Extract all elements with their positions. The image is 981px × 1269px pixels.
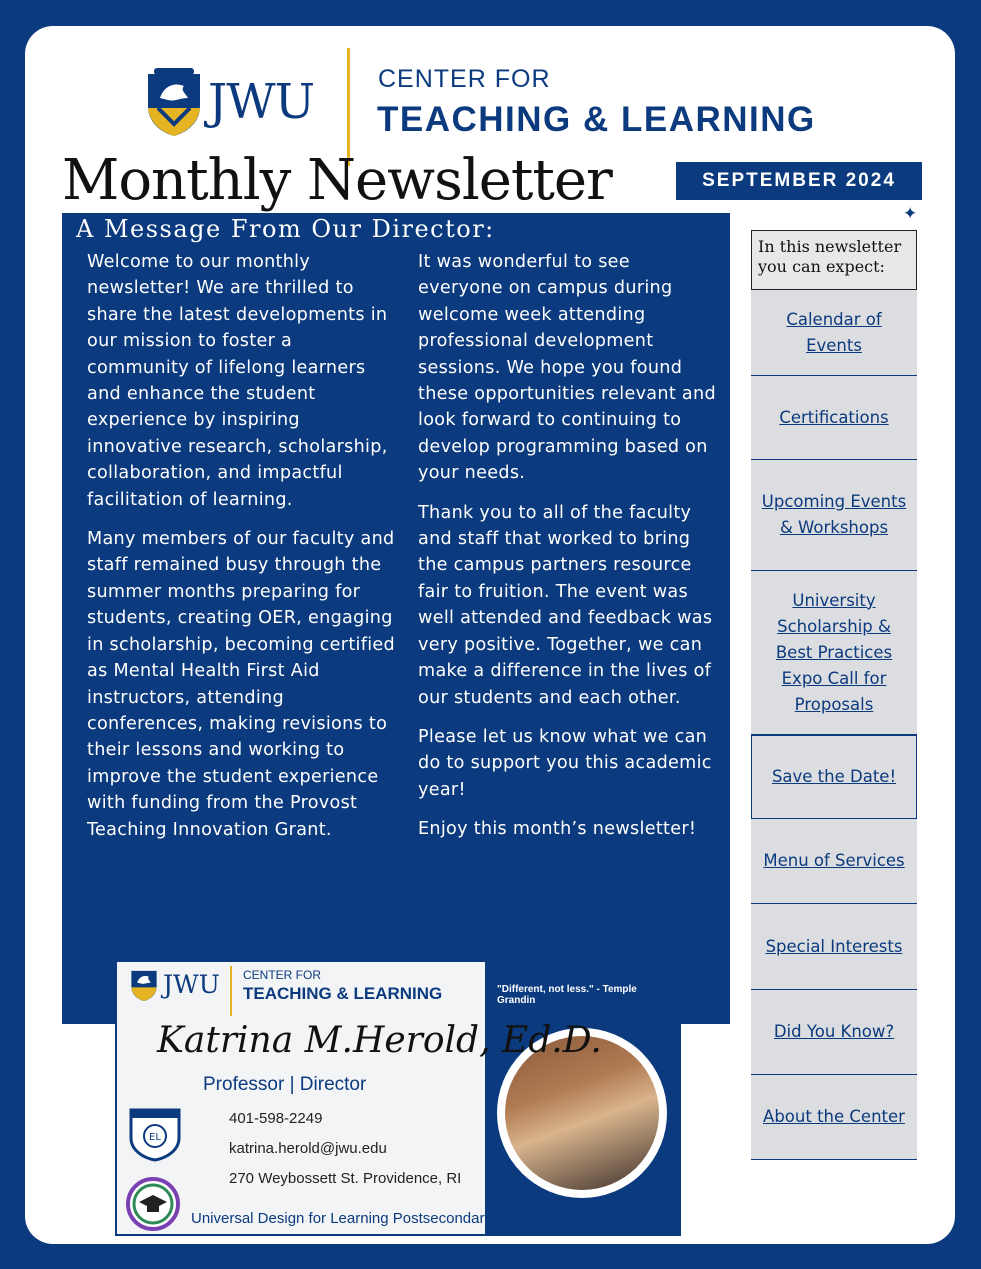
director-signature: Katrina M.Herold, Ed.D. (157, 1020, 602, 1061)
director-role: Professor | Director (203, 1074, 367, 1095)
card-quote: "Different, not less." - Temple Grandin (497, 984, 637, 1006)
sidebar-item-did-you-know[interactable] (751, 990, 917, 1075)
message-paragraph: Thank you to all of the faculty and staff that worked to bring the campus partners resource fair to fruition. The event was well attended and feedback was very positive. Together, we can make a difference in the lives of our students and each other. (418, 502, 713, 708)
sidebar-item-calendar[interactable] (751, 290, 917, 376)
center-for-label: CENTER FOR (378, 65, 551, 93)
message-column-right (418, 249, 718, 856)
teaching-learning-label: TEACHING & LEARNING (377, 100, 816, 139)
sidebar-item-save-the-date[interactable] (751, 735, 917, 819)
card-divider (230, 966, 232, 1016)
sidebar-heading: In this newsletter you can expect: (751, 230, 917, 290)
sparkle-icon: ✦ (903, 204, 918, 224)
message-column-left (87, 249, 397, 856)
message-paragraph: Welcome to our monthly newsletter! We are thrilled to share the latest developments in our mission to foster a community of lifelong learners and enhance the student experience by inspiring innovative research, scholarship, collaboration, and impactful facilitation of learning. (87, 252, 388, 510)
sidebar-link-about[interactable]: About the Center (763, 1107, 905, 1126)
sidebar-link-expo-call[interactable]: University Scholarship & Best Practices Expo Call for Proposals (775, 590, 893, 714)
jwu-wordmark: JWU (208, 74, 315, 130)
badge-text: EL (149, 1132, 161, 1143)
newsletter-page (25, 26, 955, 1244)
director-address: 270 Weybossett St. Providence, RI (229, 1170, 462, 1187)
card-center-for-label: CENTER FOR (243, 968, 321, 982)
sidebar-link-did-you-know[interactable]: Did You Know? (773, 1022, 895, 1041)
card-jwu-wordmark: JWU (163, 970, 220, 999)
director-email: katrina.herold@jwu.edu (229, 1140, 387, 1157)
udl-label: Universal Design for Learning Postsecondary Educator (191, 1210, 557, 1227)
message-paragraph: It was wonderful to see everyone on campus during welcome week attending professional development sessions. We hope you found these opportunities relevant and look forward to continuing to develop programming based on your needs. (418, 252, 716, 484)
udl-badge-icon (125, 1176, 181, 1232)
message-paragraph: Many members of our faculty and staff remained busy through the summer months preparing for students, creating OER, engaging in scholarship, becoming certified as Mental Health First Aid instructors, attending conferences, making revisions to their lessons and working to improve the student experience with funding from the Provost Teaching Innovation Grant. (87, 529, 396, 840)
sidebar-link-special-interests[interactable]: Special Interests (765, 936, 903, 956)
certification-badge-icon (125, 1102, 185, 1162)
date-badge: SEPTEMBER 2024 (676, 162, 922, 200)
sidebar-item-expo-call[interactable] (751, 571, 917, 735)
sidebar-item-special-interests[interactable] (751, 904, 917, 990)
sidebar-item-about[interactable] (751, 1075, 917, 1160)
director-message-heading: A Message From Our Director: (76, 215, 495, 243)
director-phone: 401-598-2249 (229, 1110, 323, 1127)
jwu-crest-icon (129, 968, 159, 1002)
sidebar-item-menu-of-services[interactable] (751, 819, 917, 904)
jwu-crest-icon (144, 68, 204, 138)
sidebar-link-certifications[interactable]: Certifications (779, 407, 889, 427)
sidebar-item-certifications[interactable] (751, 376, 917, 460)
sidebar-link-upcoming-events[interactable]: Upcoming Events & Workshops (761, 492, 907, 537)
card-teaching-learning-label: TEACHING & LEARNING (243, 984, 443, 1003)
director-message-panel (62, 213, 730, 1024)
message-paragraph: Enjoy this month’s newsletter! (418, 819, 697, 840)
jwu-logo (144, 68, 374, 138)
sidebar-link-menu-of-services[interactable]: Menu of Services (763, 851, 905, 870)
director-business-card (115, 960, 681, 1236)
message-paragraph: Please let us know what we can do to support you this academic year! (418, 726, 712, 800)
sidebar-link-save-the-date[interactable]: Save the Date! (771, 767, 897, 786)
sidebar-link-calendar[interactable]: Calendar of Events (786, 309, 882, 355)
page-title: Monthly Newsletter (62, 148, 612, 213)
sidebar-item-upcoming-events[interactable] (751, 460, 917, 571)
